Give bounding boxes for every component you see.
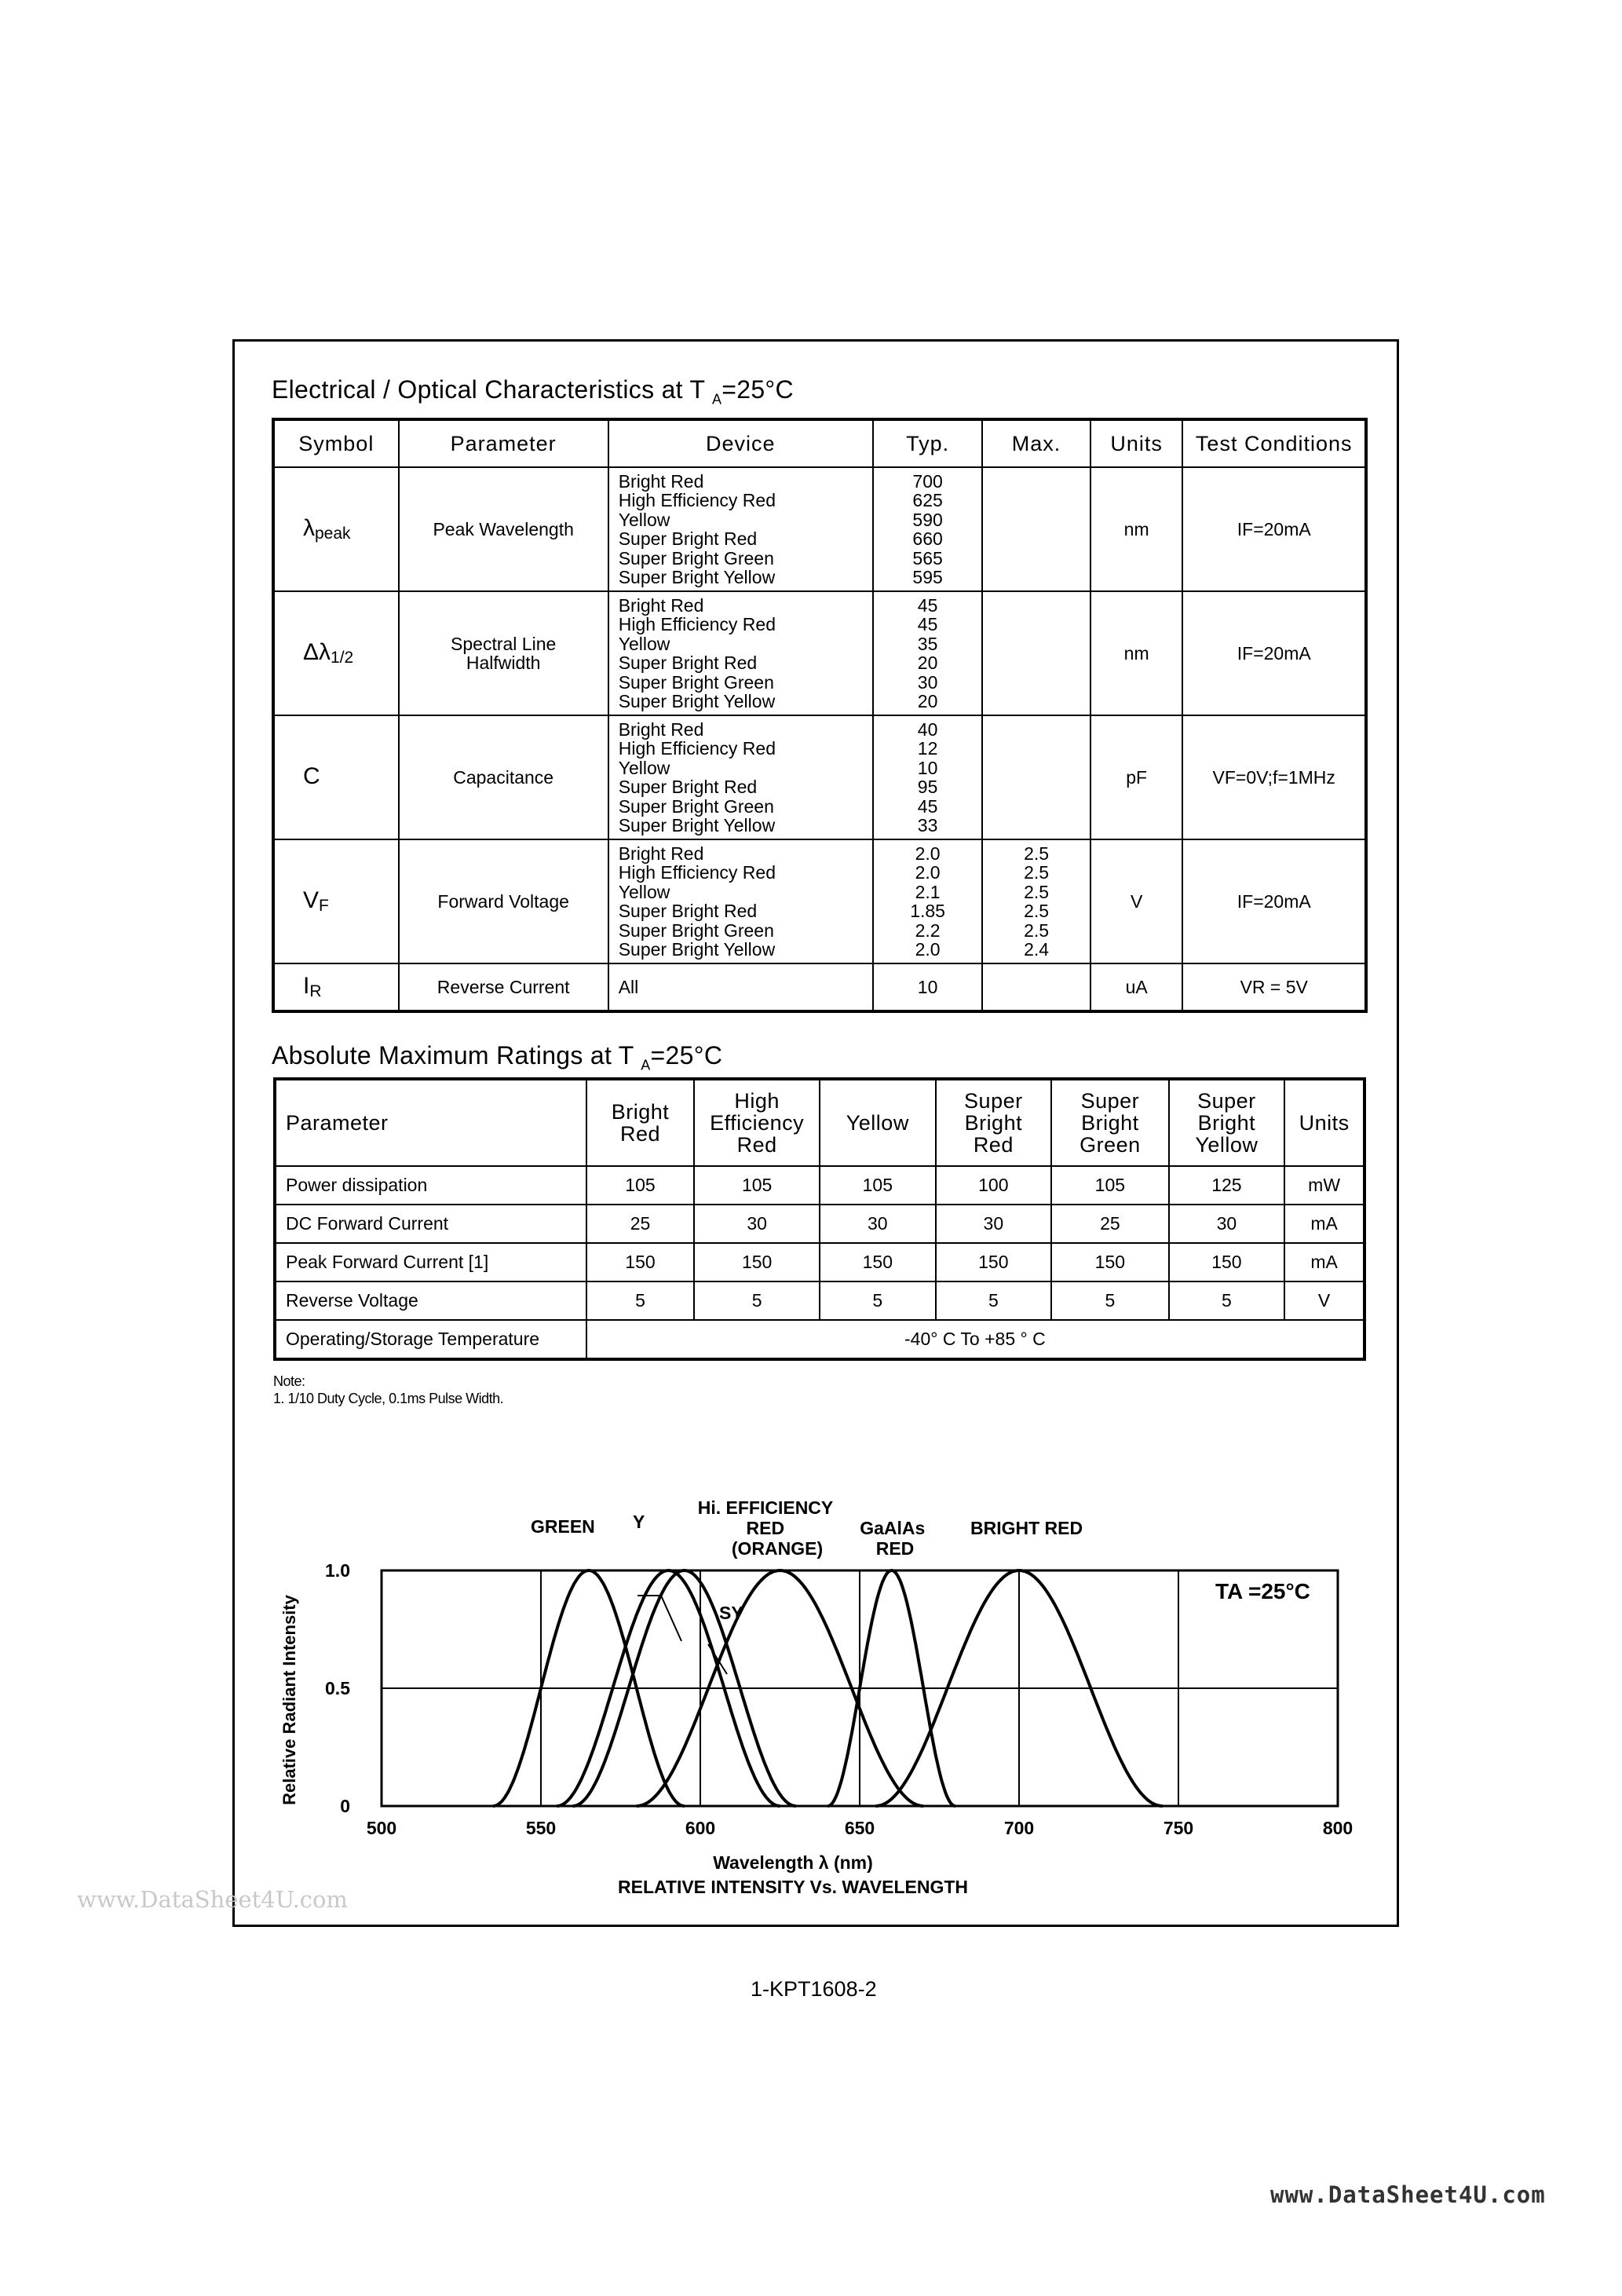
y-axis-label: Relative Radiant Intensity: [279, 1595, 299, 1805]
value-cell: 150: [820, 1243, 936, 1281]
value-cell: 105: [820, 1166, 936, 1205]
parameter-cell: DC Forward Current: [275, 1205, 586, 1243]
table-header-row: [275, 1079, 1364, 1166]
value-cell: 100: [936, 1166, 1052, 1205]
value-cell: 30: [936, 1205, 1052, 1243]
curve-label-gaalas-red: GaAlAs RED: [860, 1518, 926, 1559]
units-cell: nm: [1090, 467, 1183, 591]
header-device: Device: [608, 419, 873, 467]
header-units: Units: [1284, 1079, 1364, 1166]
typ-values: 45 45 35 20 30 20: [873, 591, 982, 715]
units-cell: V: [1284, 1281, 1364, 1320]
x-tick-label: 500: [366, 1818, 397, 1838]
curve-label-sy: SY: [719, 1603, 743, 1623]
parameter-cell: Spectral Line Halfwidth: [399, 591, 608, 715]
header-units: Units: [1090, 419, 1183, 467]
test-condition-cell: IF=20mA: [1182, 839, 1366, 963]
parameter-cell: Capacitance: [399, 715, 608, 839]
typ-values: 700 625 590 660 565 595: [873, 467, 982, 591]
units-cell: mA: [1284, 1205, 1364, 1243]
table-row: [273, 467, 1366, 591]
electrical-optical-table: [272, 418, 1368, 1013]
temperature-annotation: TA =25°C: [1215, 1579, 1310, 1603]
curve-label-y: Y: [633, 1512, 645, 1532]
value-cell: 25: [586, 1205, 695, 1243]
curve-label-hi-efficiency-red: Hi. EFFICIENCY RED (ORANGE): [697, 1497, 833, 1559]
y-tick-label: 1.0: [325, 1560, 350, 1581]
symbol-cell: $I_R$: [273, 963, 399, 1011]
value-cell: 105: [1051, 1166, 1169, 1205]
value-cell: 150: [936, 1243, 1052, 1281]
value-cell: 5: [936, 1281, 1052, 1320]
value-cell: 5: [820, 1281, 936, 1320]
parameter-cell: Reverse Current: [399, 963, 608, 1011]
test-condition-cell: IF=20mA: [1182, 591, 1366, 715]
parameter-cell: Operating/Storage Temperature: [275, 1320, 586, 1359]
parameter-cell: Forward Voltage: [399, 839, 608, 963]
parameter-cell: Peak Forward Current [1]: [275, 1243, 586, 1281]
table-row: [273, 963, 1366, 1011]
max-values: [982, 467, 1090, 591]
units-cell: nm: [1090, 591, 1183, 715]
parameter-cell: Reverse Voltage: [275, 1281, 586, 1320]
chart-title: RELATIVE INTENSITY Vs. WAVELENGTH: [618, 1877, 968, 1897]
table-row: [275, 1243, 1364, 1281]
typ-values: 10: [873, 963, 982, 1011]
table-row: [275, 1281, 1364, 1320]
value-cell: 105: [586, 1166, 695, 1205]
table-row: [275, 1320, 1364, 1359]
units-cell: pF: [1090, 715, 1183, 839]
header-typ: Typ.: [873, 419, 982, 467]
note-text: 1. 1/10 Duty Cycle, 0.1ms Pulse Width.: [273, 1391, 504, 1406]
device-list: Bright Red High Efficiency Red Yellow Super Bright Red Super Bright Green Super Bright Yellow: [608, 591, 873, 715]
value-cell: 30: [820, 1205, 936, 1243]
typ-values: 40 12 10 95 45 33: [873, 715, 982, 839]
x-tick-label: 700: [1003, 1818, 1035, 1838]
temperature-range-cell: -40° C To +85 ° C: [586, 1320, 1364, 1359]
value-cell: 150: [1169, 1243, 1285, 1281]
value-cell: 30: [1169, 1205, 1285, 1243]
x-tick-label: 600: [685, 1818, 716, 1838]
header-super-bright-red: Super Bright Red: [936, 1079, 1052, 1166]
y-tick-label: 0.5: [325, 1678, 350, 1698]
value-cell: 5: [694, 1281, 820, 1320]
value-cell: 150: [1051, 1243, 1169, 1281]
value-cell: 150: [694, 1243, 820, 1281]
test-condition-cell: VF=0V;f=1MHz: [1182, 715, 1366, 839]
value-cell: 5: [586, 1281, 695, 1320]
table-row: [275, 1205, 1364, 1243]
table-row: [273, 839, 1366, 963]
value-cell: 105: [694, 1166, 820, 1205]
curve-label-bright-red: BRIGHT RED: [970, 1518, 1083, 1538]
max-values: 2.5 2.5 2.5 2.5 2.5 2.4: [982, 839, 1090, 963]
symbol-cell: $\lambda_{peak}$: [273, 467, 399, 591]
parameter-cell: Power dissipation: [275, 1166, 586, 1205]
header-symbol: Symbol: [273, 419, 399, 467]
symbol-cell: $V_F$: [273, 839, 399, 963]
eo-section-title: Electrical / Optical Characteristics at T $_A$=25°C: [272, 375, 794, 408]
parameter-cell: Peak Wavelength: [399, 467, 608, 591]
header-super-bright-green: Super Bright Green: [1051, 1079, 1169, 1166]
header-max: Max.: [982, 419, 1090, 467]
watermark-right: www.DataSheet4U.com: [1270, 2181, 1546, 2208]
device-list: Bright Red High Efficiency Red Yellow Super Bright Red Super Bright Green Super Bright Yellow: [608, 715, 873, 839]
header-yellow: Yellow: [820, 1079, 936, 1166]
header-bright-red: Bright Red: [586, 1079, 695, 1166]
units-cell: uA: [1090, 963, 1183, 1011]
symbol-cell: C: [273, 715, 399, 839]
note-label: Note:: [273, 1373, 305, 1389]
table-header-row: [273, 419, 1366, 467]
device-list: Bright Red High Efficiency Red Yellow Super Bright Red Super Bright Green Super Bright Yellow: [608, 467, 873, 591]
typ-values: 2.0 2.0 2.1 1.85 2.2 2.0: [873, 839, 982, 963]
absolute-max-ratings-table: [273, 1077, 1366, 1361]
x-tick-label: 800: [1322, 1818, 1353, 1838]
table-row: [273, 591, 1366, 715]
max-values: [982, 715, 1090, 839]
table-row: [275, 1166, 1364, 1205]
max-values: [982, 963, 1090, 1011]
header-test-conditions: Test Conditions: [1182, 419, 1366, 467]
header-parameter: Parameter: [275, 1079, 586, 1166]
max-values: [982, 591, 1090, 715]
units-cell: mW: [1284, 1166, 1364, 1205]
y-tick-label: 0: [340, 1796, 350, 1816]
footnote: [273, 1373, 503, 1407]
amr-section-title: Absolute Maximum Ratings at T $_A$=25°C: [272, 1041, 723, 1073]
value-cell: 30: [694, 1205, 820, 1243]
x-tick-label: 750: [1163, 1818, 1194, 1838]
watermark-left: www.DataSheet4U.com: [77, 1886, 348, 1913]
relative-intensity-chart: [267, 1476, 1382, 1900]
x-tick-label: 550: [525, 1818, 557, 1838]
x-tick-labels: [367, 1818, 1353, 1838]
value-cell: 150: [586, 1243, 695, 1281]
header-high-efficiency-red: High Efficiency Red: [694, 1079, 820, 1166]
table-row: [273, 715, 1366, 839]
x-axis-label: Wavelength λ (nm): [713, 1852, 873, 1873]
header-super-bright-yellow: Super Bright Yellow: [1169, 1079, 1285, 1166]
device-list: All: [608, 963, 873, 1011]
units-cell: mA: [1284, 1243, 1364, 1281]
test-condition-cell: VR = 5V: [1182, 963, 1366, 1011]
device-list: Bright Red High Efficiency Red Yellow Super Bright Red Super Bright Green Super Bright Yellow: [608, 839, 873, 963]
value-cell: 5: [1051, 1281, 1169, 1320]
header-parameter: Parameter: [399, 419, 608, 467]
x-tick-label: 650: [844, 1818, 875, 1838]
curve-label-green: GREEN: [531, 1516, 595, 1537]
value-cell: 5: [1169, 1281, 1285, 1320]
value-cell: 25: [1051, 1205, 1169, 1243]
units-cell: V: [1090, 839, 1183, 963]
symbol-cell: $\Delta\lambda_{1/2}$: [273, 591, 399, 715]
test-condition-cell: IF=20mA: [1182, 467, 1366, 591]
document-code: 1-KPT1608-2: [751, 1977, 877, 2001]
value-cell: 125: [1169, 1166, 1285, 1205]
y-tick-labels: [325, 1560, 350, 1816]
